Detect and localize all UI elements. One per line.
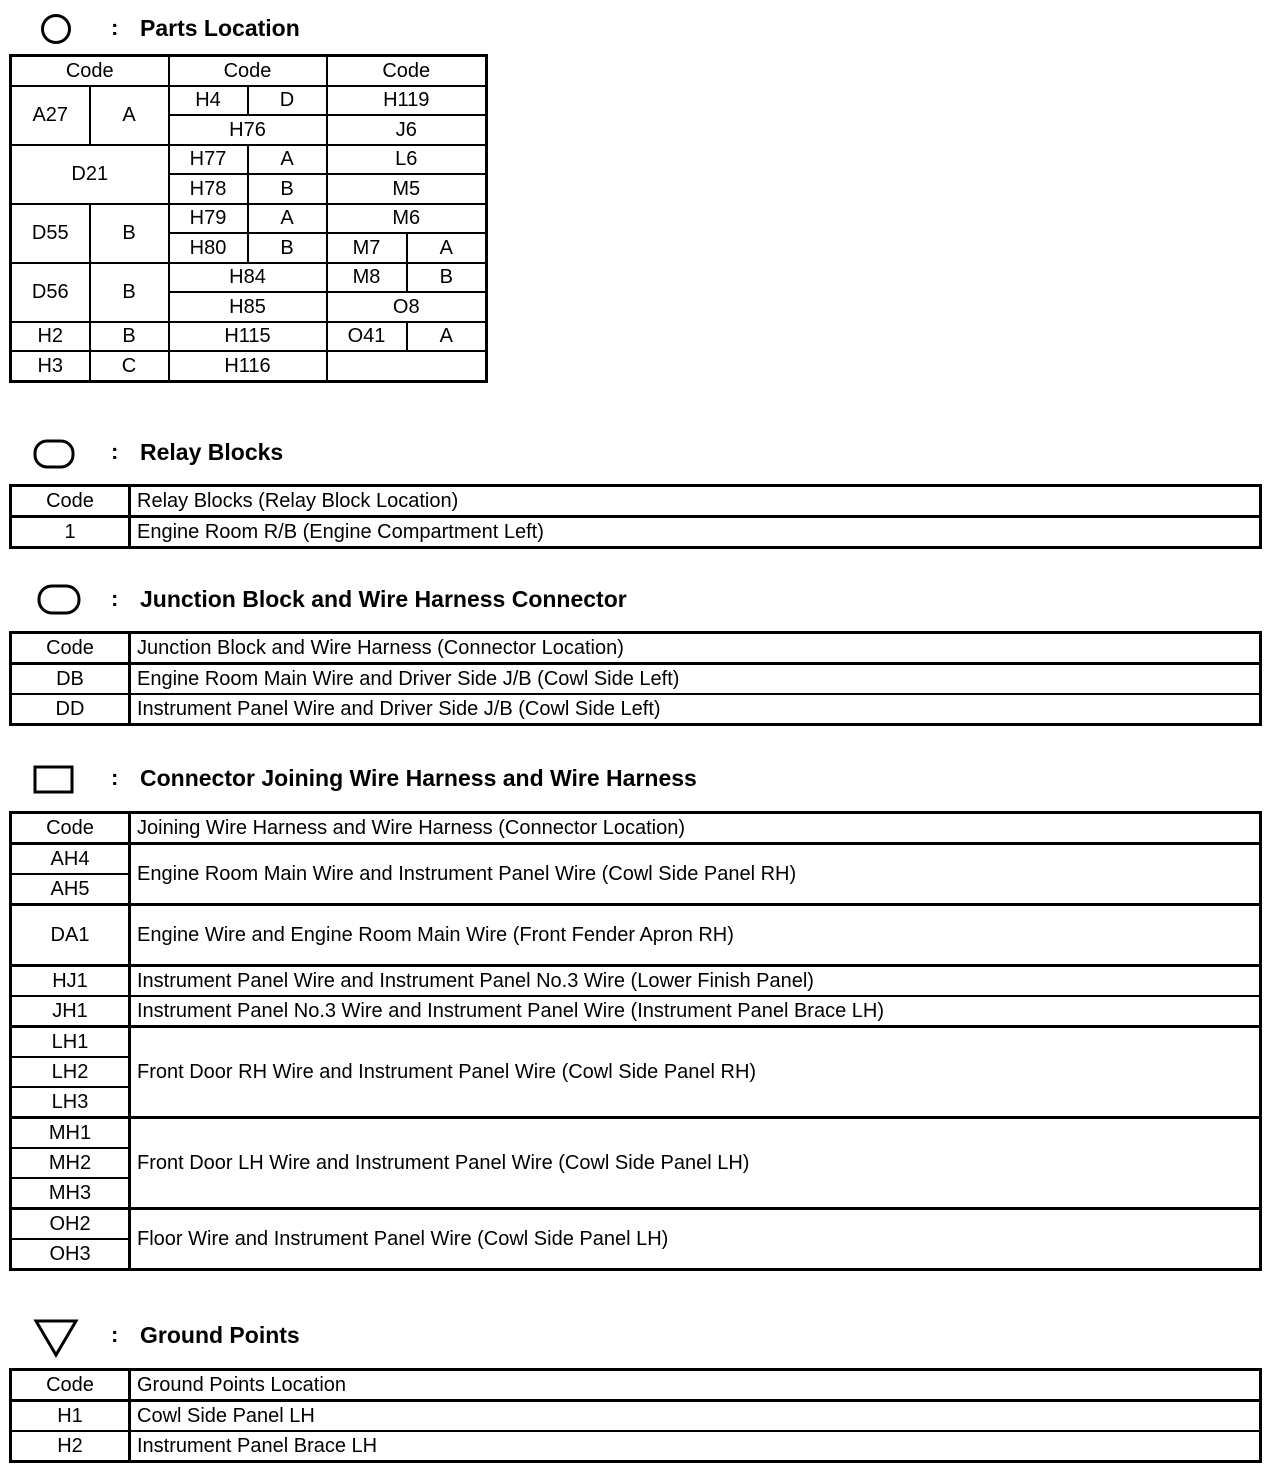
part-code: H84: [169, 263, 327, 293]
section-title: Ground Points: [140, 1322, 300, 1348]
part-location: A: [248, 204, 327, 234]
connector-location: Front Door RH Wire and Instrument Panel Wire (Cowl Side Panel RH): [130, 1027, 1261, 1118]
part-location: C: [90, 351, 169, 381]
connector-code: LH3: [11, 1087, 130, 1118]
part-code: D56: [11, 263, 90, 322]
heading-colon: :: [111, 1322, 119, 1347]
section-title: Parts Location: [140, 15, 300, 41]
rounded-rect-icon: [37, 584, 81, 621]
part-location: B: [90, 204, 169, 263]
part-code: H115: [169, 322, 327, 352]
connector-code: MH1: [11, 1118, 130, 1149]
header-code: Code: [11, 633, 130, 664]
relay-blocks-heading: [0, 435, 900, 469]
part-location: B: [407, 263, 487, 293]
connector-code: OH2: [11, 1209, 130, 1240]
connector-joining-table: [9, 811, 1262, 1271]
junction-code: DD: [11, 694, 130, 725]
connector-location: Floor Wire and Instrument Panel Wire (Cowl Side Panel LH): [130, 1209, 1261, 1270]
part-code: H3: [11, 351, 90, 381]
header-location: Relay Blocks (Relay Block Location): [130, 486, 1261, 517]
part-code: H76: [169, 115, 327, 145]
ground-points-heading: [0, 1318, 900, 1352]
connector-location: Engine Room Main Wire and Instrument Panel Wire (Cowl Side Panel RH): [130, 844, 1261, 905]
part-code: H119: [327, 86, 487, 116]
part-code: J6: [327, 115, 487, 145]
junction-location: Instrument Panel Wire and Driver Side J/B (Cowl Side Left): [130, 694, 1261, 725]
ground-point-location: Instrument Panel Brace LH: [130, 1431, 1261, 1462]
heading-colon: :: [111, 439, 119, 464]
connector-code: HJ1: [11, 966, 130, 997]
part-code: O8: [327, 292, 487, 322]
parts-location-table: [9, 54, 488, 383]
part-code: M5: [327, 174, 487, 204]
part-code: H4: [169, 86, 248, 116]
section-title: Junction Block and Wire Harness Connector: [140, 586, 627, 612]
relay-blocks-table: [9, 484, 1262, 549]
part-location: D: [248, 86, 327, 116]
circle-icon: [40, 13, 72, 50]
junction-block-heading: [0, 582, 900, 616]
ground-point-code: H1: [11, 1401, 130, 1432]
header-code: Code: [327, 56, 487, 86]
connector-code: MH2: [11, 1148, 130, 1178]
part-location: A: [407, 233, 487, 263]
section-title: Relay Blocks: [140, 439, 284, 465]
part-code: D55: [11, 204, 90, 263]
connector-code: LH2: [11, 1057, 130, 1087]
header-location: Junction Block and Wire Harness (Connector Location): [130, 633, 1261, 664]
header-code: Code: [169, 56, 327, 86]
part-code: L6: [327, 145, 487, 175]
part-code: M6: [327, 204, 487, 234]
relay-block-code: 1: [11, 517, 130, 548]
part-code: H79: [169, 204, 248, 234]
part-code: A27: [11, 86, 90, 145]
part-location: B: [90, 263, 169, 322]
header-location: Joining Wire Harness and Wire Harness (Connector Location): [130, 813, 1261, 844]
heading-colon: :: [111, 15, 119, 40]
ground-points-table: [9, 1368, 1262, 1463]
part-code: M7: [327, 233, 407, 263]
part-location: B: [248, 174, 327, 204]
ground-point-location: Cowl Side Panel LH: [130, 1401, 1261, 1432]
connector-code: OH3: [11, 1239, 130, 1270]
header-code: Code: [11, 1370, 130, 1401]
part-code: H85: [169, 292, 327, 322]
part-location: A: [248, 145, 327, 175]
heading-colon: :: [111, 765, 119, 790]
part-location: B: [248, 233, 327, 263]
part-location: B: [90, 322, 169, 352]
part-code: M8: [327, 263, 407, 293]
relay-block-location: Engine Room R/B (Engine Compartment Left): [130, 517, 1261, 548]
part-location: A: [407, 322, 487, 352]
part-code: H77: [169, 145, 248, 175]
connector-code: AH5: [11, 874, 130, 905]
header-code: Code: [11, 486, 130, 517]
part-location: A: [90, 86, 169, 145]
part-code: O41: [327, 322, 407, 352]
part-code: H116: [169, 351, 327, 381]
junction-block-table: [9, 631, 1262, 726]
junction-code: DB: [11, 664, 130, 695]
connector-joining-heading: [0, 761, 900, 795]
part-code: D21: [11, 145, 169, 204]
connector-location: Instrument Panel Wire and Instrument Panel No.3 Wire (Lower Finish Panel): [130, 966, 1261, 997]
part-code: H2: [11, 322, 90, 352]
empty-cell: [327, 351, 487, 381]
triangle-down-icon: [33, 1318, 79, 1363]
section-title: Connector Joining Wire Harness and Wire Harness: [140, 765, 697, 791]
rounded-rect-icon: [33, 439, 75, 474]
connector-location: Front Door LH Wire and Instrument Panel Wire (Cowl Side Panel LH): [130, 1118, 1261, 1209]
header-code: Code: [11, 56, 169, 86]
connector-code: DA1: [11, 905, 130, 966]
connector-code: LH1: [11, 1027, 130, 1058]
parts-location-heading: [0, 11, 900, 45]
header-location: Ground Points Location: [130, 1370, 1261, 1401]
junction-location: Engine Room Main Wire and Driver Side J/B (Cowl Side Left): [130, 664, 1261, 695]
connector-location: Engine Wire and Engine Room Main Wire (Front Fender Apron RH): [130, 905, 1261, 966]
part-code: H80: [169, 233, 248, 263]
rectangle-icon: [33, 765, 75, 800]
connector-code: MH3: [11, 1178, 130, 1209]
connector-location: Instrument Panel No.3 Wire and Instrument Panel Wire (Instrument Panel Brace LH): [130, 996, 1261, 1027]
part-code: H78: [169, 174, 248, 204]
header-code: Code: [11, 813, 130, 844]
ground-point-code: H2: [11, 1431, 130, 1462]
connector-code: JH1: [11, 996, 130, 1027]
connector-code: AH4: [11, 844, 130, 875]
heading-colon: :: [111, 586, 119, 611]
